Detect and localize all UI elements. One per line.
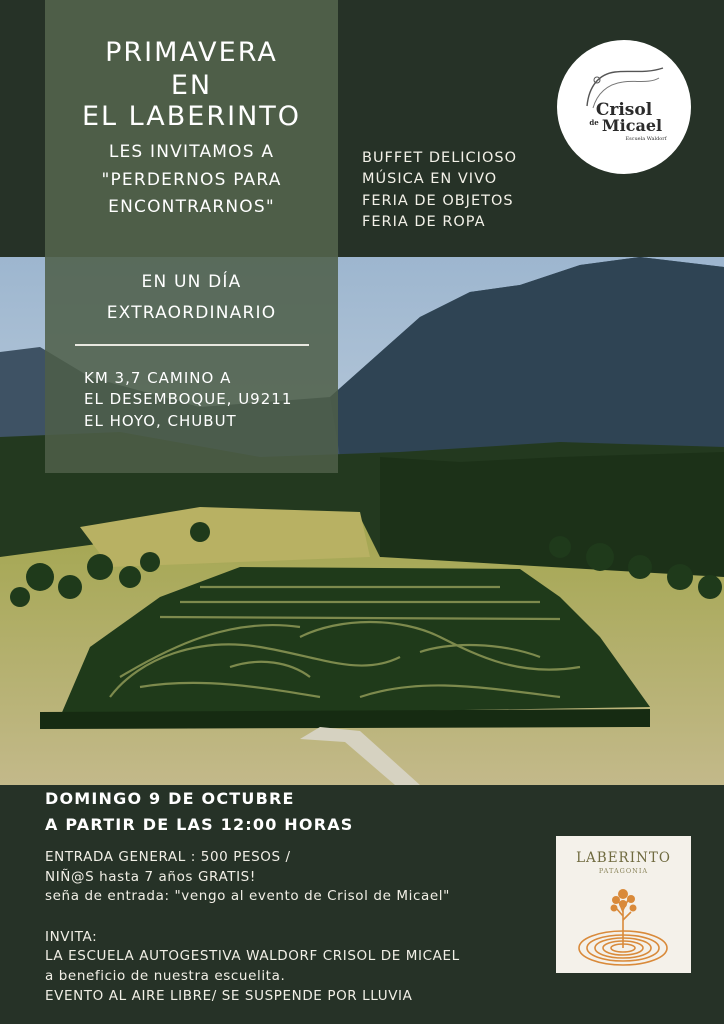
- feature-buffet: BUFFET DELICIOSO: [362, 150, 517, 166]
- crisol-logo-word-2: de: [589, 118, 599, 127]
- title-line-1: PRIMAVERA: [105, 37, 278, 68]
- laberinto-patagonia-logo: [556, 836, 691, 973]
- host-name: LA ESCUELA AUTOGESTIVA WALDORF CRISOL DE MICAEL: [45, 948, 460, 964]
- event-date: DOMINGO 9 DE OCTUBRE: [45, 789, 295, 808]
- title-line-3: EL LABERINTO: [81, 101, 302, 132]
- invitation-line-2: "PERDERNOS PARA: [101, 170, 282, 190]
- crisol-logo-word-1: Crisol: [595, 100, 653, 120]
- host-label: INVITA:: [45, 929, 98, 945]
- feature-music: MÚSICA EN VIVO: [362, 171, 498, 187]
- host-outdoor-notice: EVENTO AL AIRE LIBRE/ SE SUSPENDE POR LLUVIA: [45, 988, 413, 1004]
- ticket-password: seña de entrada: "vengo al evento de Crisol de Micael": [45, 888, 450, 904]
- host-benefit: a beneficio de nuestra escuelita.: [45, 968, 286, 984]
- address-line-2: EL DESEMBOQUE, U9211: [84, 390, 293, 408]
- invitation-line-3: ENCONTRARNOS": [108, 197, 275, 217]
- ticket-price: ENTRADA GENERAL : 500 PESOS /: [45, 849, 291, 865]
- title-line-2: EN: [170, 70, 213, 101]
- invitation-line-1: LES INVITAMOS A: [108, 142, 275, 162]
- laberinto-logo-subtitle: PATAGONIA: [598, 867, 649, 875]
- address-line-3: EL HOYO, CHUBUT: [84, 412, 237, 430]
- crisol-de-micael-logo: [557, 40, 691, 174]
- feature-objects-fair: FERIA DE OBJETOS: [362, 193, 514, 209]
- tree-labyrinth-icon: [576, 886, 671, 968]
- ticket-kids: NIÑ@S hasta 7 años GRATIS!: [45, 869, 256, 885]
- laberinto-logo-title: LABERINTO: [576, 850, 671, 866]
- event-time: A PARTIR DE LAS 12:00 HORAS: [45, 815, 354, 834]
- special-day-line-2: EXTRAORDINARIO: [106, 303, 277, 323]
- crisol-logo-word-3: Micael: [601, 116, 663, 135]
- crisol-logo-tagline: Escuela Waldorf: [625, 136, 667, 142]
- special-day-line-1: EN UN DÍA: [141, 272, 242, 292]
- panel-divider: [75, 344, 309, 346]
- feature-clothes-fair: FERIA DE ROPA: [362, 214, 486, 230]
- address-line-1: KM 3,7 CAMINO A: [84, 369, 232, 387]
